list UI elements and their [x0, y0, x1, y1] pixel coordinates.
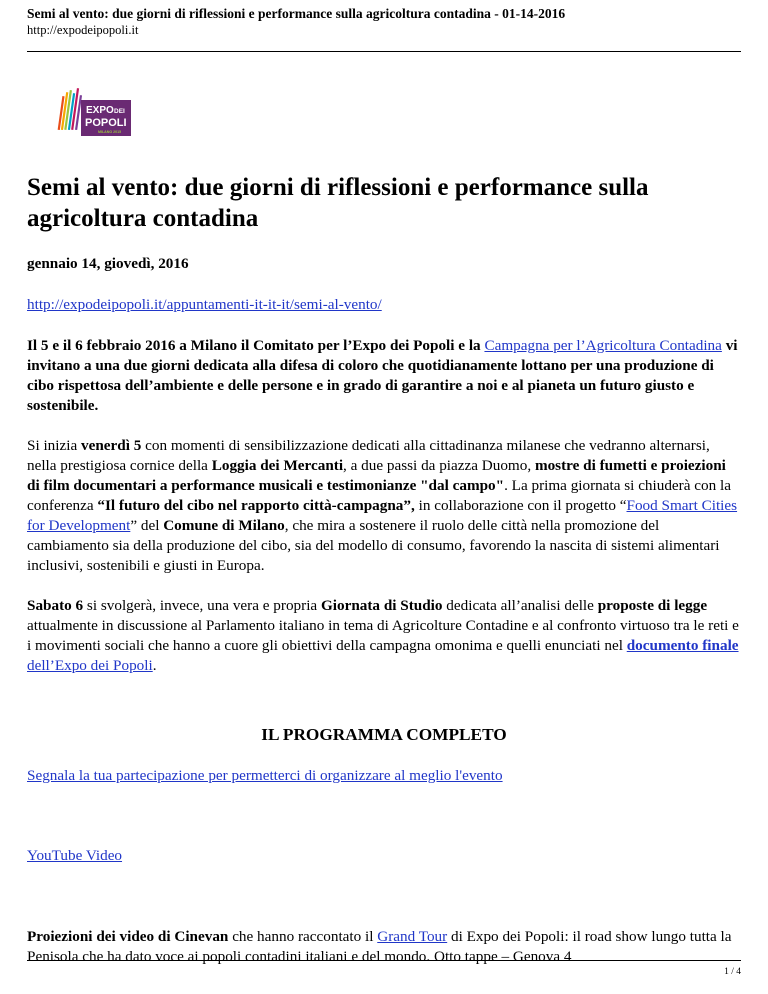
bold-text: “Il futuro del cibo nel rapporto città-campagna”, [97, 497, 415, 514]
permalink-link[interactable]: http://expodeipopoli.it/appuntamenti-it-it-it/semi-al-vento/ [27, 296, 382, 313]
text: . [152, 657, 157, 674]
text: di Expo dei Popoli: il road show lungo tutta la Penisola che ha dato voce ai popoli contadini italiani e del mondo. Otto tappe – Genova 4 [27, 928, 732, 965]
article [27, 172, 741, 967]
bold-text: Giornata di Studio [320, 597, 443, 614]
logo-word-popoli: POPOLI [85, 117, 127, 129]
video-paragraph [27, 846, 741, 866]
youtube-video-link[interactable]: YouTube Video [27, 847, 123, 864]
bold-text: Comune di Milano [163, 517, 285, 534]
text: in collaborazione con il progetto “ [414, 497, 627, 514]
logo-word-dei: DEI [114, 108, 125, 115]
signup-link[interactable]: Segnala la tua partecipazione per permetterci di organizzare al meglio l'evento [27, 767, 503, 784]
text: . La prima giornata si chiuderà con la conferenza [27, 477, 731, 514]
link-text: dell’Expo dei Popoli [27, 657, 153, 674]
header-site-url: http://expodeipopoli.it [27, 23, 139, 37]
intro-text-1: Il 5 e il 6 febbraio 2016 a Milano il Comitato per l’Expo dei Popoli e la [27, 337, 485, 354]
bold-text: mostre di fumetti e proiezioni di film documentari a performance musicali e testimonianze "dal campo" [27, 457, 726, 494]
bold-text: proposte di legge [597, 597, 708, 614]
article-date: gennaio 14, giovedì, 2016 [27, 255, 189, 272]
page-header [27, 5, 741, 38]
cinevan-paragraph [27, 927, 741, 967]
bold-text: Proiezioni dei video di Cinevan [27, 928, 229, 945]
logo-tagline: MILANO 2015 [98, 130, 122, 134]
page-number: 1 / 4 [724, 967, 741, 977]
logo-word-expo: EXPO [86, 105, 114, 116]
friday-paragraph [27, 436, 741, 576]
footer-divider [27, 960, 741, 961]
text: , che mira a sostenere il ruolo delle città nella promozione del cambiamento sia della produzione del cibo, sia del modello di consumo, favorendo la nascita di sistemi alimentari inclusivi, sostenibili e giusti in Europa. [27, 517, 720, 574]
header-title: Semi al vento: due giorni di riflessioni e performance sulla agricoltura contadina - 01-14-2016 [27, 6, 566, 21]
header-divider [27, 51, 741, 52]
text: ” del [130, 517, 164, 534]
grand-tour-link[interactable]: Grand Tour [377, 928, 448, 945]
text: con momenti di sensibilizzazione dedicati alla cittadinanza milanese che vedranno alternarsi, nella prestigiosa cornice della [27, 437, 710, 474]
text: dedicata all’analisi delle [442, 597, 598, 614]
text: si svolgerà, invece, una vera e propria [83, 597, 321, 614]
bold-text: Loggia dei Mercanti [211, 457, 344, 474]
text: attualmente in discussione al Parlamento italiano in tema di Agricolture Contadine e al confronto virtuoso tra le reti e i movimenti sociali che hanno a cuore gli obiettivi della campagna omonima e quelli enunciati nel [27, 617, 739, 654]
signup-paragraph [27, 766, 741, 786]
text: , a due passi da piazza Duomo, [343, 457, 535, 474]
text: che hanno raccontato il [228, 928, 378, 945]
intro-text-2: vi invitano a una due giorni dedicata alla difesa di coloro che quotidianamente lottano per una produzione di cibo rispettosa dell’ambiente e delle persone e in grado di garantire a noi e al pianeta un futuro giusto e sostenibile. [27, 337, 738, 414]
expo-dei-popoli-logo [54, 86, 134, 142]
link-bold-text: documento finale [626, 637, 739, 654]
saturday-paragraph [27, 596, 741, 676]
logo-stripes-icon [58, 88, 82, 130]
permalink-paragraph [27, 295, 741, 315]
bold-text: venerdì 5 [81, 437, 142, 454]
campaign-link[interactable]: Campagna per l’Agricoltura Contadina [484, 337, 722, 354]
intro-paragraph [27, 336, 741, 416]
food-smart-cities-link[interactable]: Food Smart Cities for Development [27, 497, 738, 534]
bold-text: Sabato 6 [27, 597, 84, 614]
text: Si inizia [27, 437, 81, 454]
program-heading: IL PROGRAMMA COMPLETO [261, 725, 507, 744]
article-title: Semi al vento: due giorni di riflessioni e performance sulla agricoltura contadina [27, 174, 649, 232]
